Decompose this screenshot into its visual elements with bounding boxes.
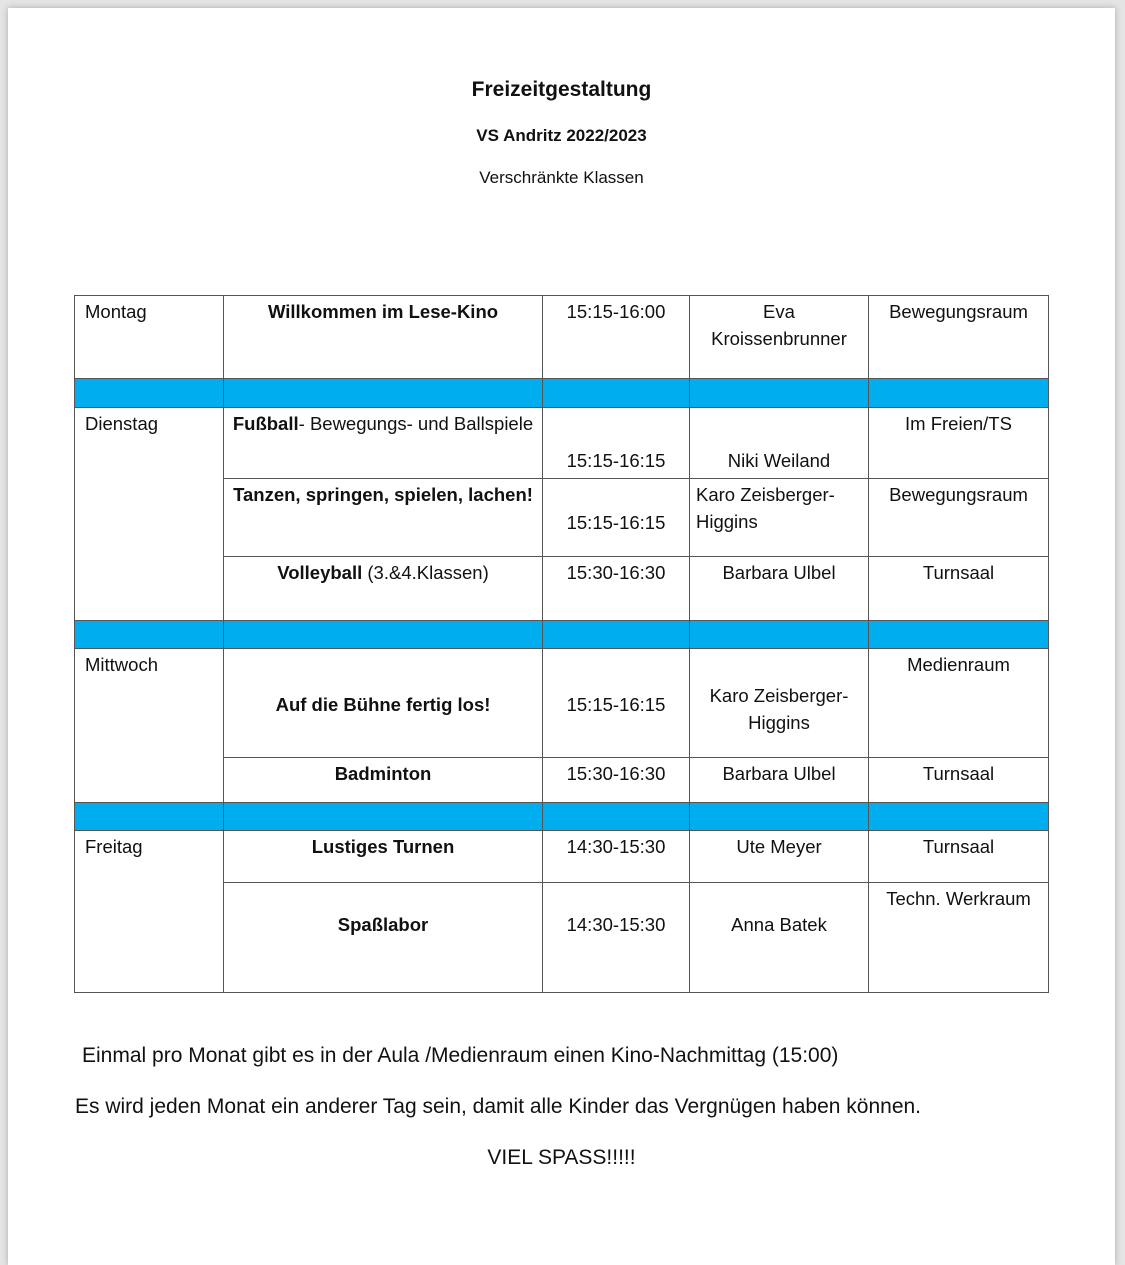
activity-detail: - Bewegungs- und Ballspiele <box>298 413 534 434</box>
activity-cell <box>224 408 543 479</box>
table-row <box>75 831 1049 883</box>
room-cell: Techn. Werkraum <box>869 883 1049 993</box>
leader-cell: Niki Weiland <box>690 408 869 479</box>
day-cell: Montag <box>75 296 224 379</box>
time-cell: 15:15-16:15 <box>543 479 690 557</box>
activity-cell <box>224 649 543 758</box>
table-row <box>75 408 1049 479</box>
activity-cell <box>224 296 543 379</box>
activity-cell <box>224 557 543 621</box>
activity-detail: (3.&4.Klassen) <box>362 562 489 583</box>
room-cell: Bewegungsraum <box>869 296 1049 379</box>
activity-title: Auf die Bühne fertig los! <box>275 693 491 715</box>
room-cell: Turnsaal <box>869 831 1049 883</box>
room-cell: Turnsaal <box>869 557 1049 621</box>
footer-note-cinema: Einmal pro Monat gibt es in der Aula /Medienraum einen Kino-Nachmittag (15:00) <box>82 1044 839 1067</box>
page-subtitle: VS Andritz 2022/2023 <box>476 126 647 145</box>
day-cell: Mittwoch <box>75 649 224 803</box>
activity-title: Tanzen, springen, spielen, lachen! <box>233 484 533 505</box>
page-subheading: Verschränkte Klassen <box>479 168 644 187</box>
activity-title: Lustiges Turnen <box>311 836 455 857</box>
leader-cell: Anna Batek <box>690 883 869 993</box>
page-title: Freizeitgestaltung <box>471 78 652 101</box>
time-cell: 15:30-16:30 <box>543 758 690 803</box>
time-cell: 15:15-16:15 <box>543 408 690 479</box>
footer-note-rotation: Es wird jeden Monat ein anderer Tag sein, damit alle Kinder das Vergnügen haben können. <box>75 1095 922 1118</box>
leader-cell: Barbara Ulbel <box>690 758 869 803</box>
activity-cell <box>224 831 543 883</box>
activity-cell <box>224 479 543 557</box>
activity-title: Willkommen im Lese-Kino <box>267 301 499 322</box>
time-cell: 15:15-16:15 <box>543 649 690 758</box>
activity-title: Volleyball <box>277 562 363 583</box>
day-separator-band <box>75 621 1049 649</box>
room-cell: Turnsaal <box>869 758 1049 803</box>
leader-cell: Ute Meyer <box>690 831 869 883</box>
leader-cell: Eva Kroissenbrunner <box>690 296 869 379</box>
leader-cell: Karo Zeisberger-Higgins <box>690 649 869 758</box>
table-row <box>75 296 1049 379</box>
room-cell: Medienraum <box>869 649 1049 758</box>
document-page <box>8 8 1115 1265</box>
time-cell: 14:30-15:30 <box>543 883 690 993</box>
leader-cell: Karo Zeisberger-Higgins <box>690 479 869 557</box>
table-row <box>75 649 1049 758</box>
activity-title: Fußball <box>232 413 299 434</box>
time-cell: 14:30-15:30 <box>543 831 690 883</box>
room-cell: Im Freien/TS <box>869 408 1049 479</box>
activity-title: Spaßlabor <box>337 914 429 935</box>
leader-cell: Barbara Ulbel <box>690 557 869 621</box>
day-cell: Freitag <box>75 831 224 993</box>
time-cell: 15:15-16:00 <box>543 296 690 379</box>
day-separator-band <box>75 379 1049 408</box>
schedule-table <box>74 295 1049 993</box>
day-cell: Dienstag <box>75 408 224 621</box>
activity-title: Badminton <box>334 763 432 784</box>
day-separator-band <box>75 803 1049 831</box>
activity-cell <box>224 758 543 803</box>
time-cell: 15:30-16:30 <box>543 557 690 621</box>
activity-cell <box>224 883 543 993</box>
footer-closing: VIEL SPASS!!!!! <box>487 1146 636 1169</box>
room-cell: Bewegungsraum <box>869 479 1049 557</box>
